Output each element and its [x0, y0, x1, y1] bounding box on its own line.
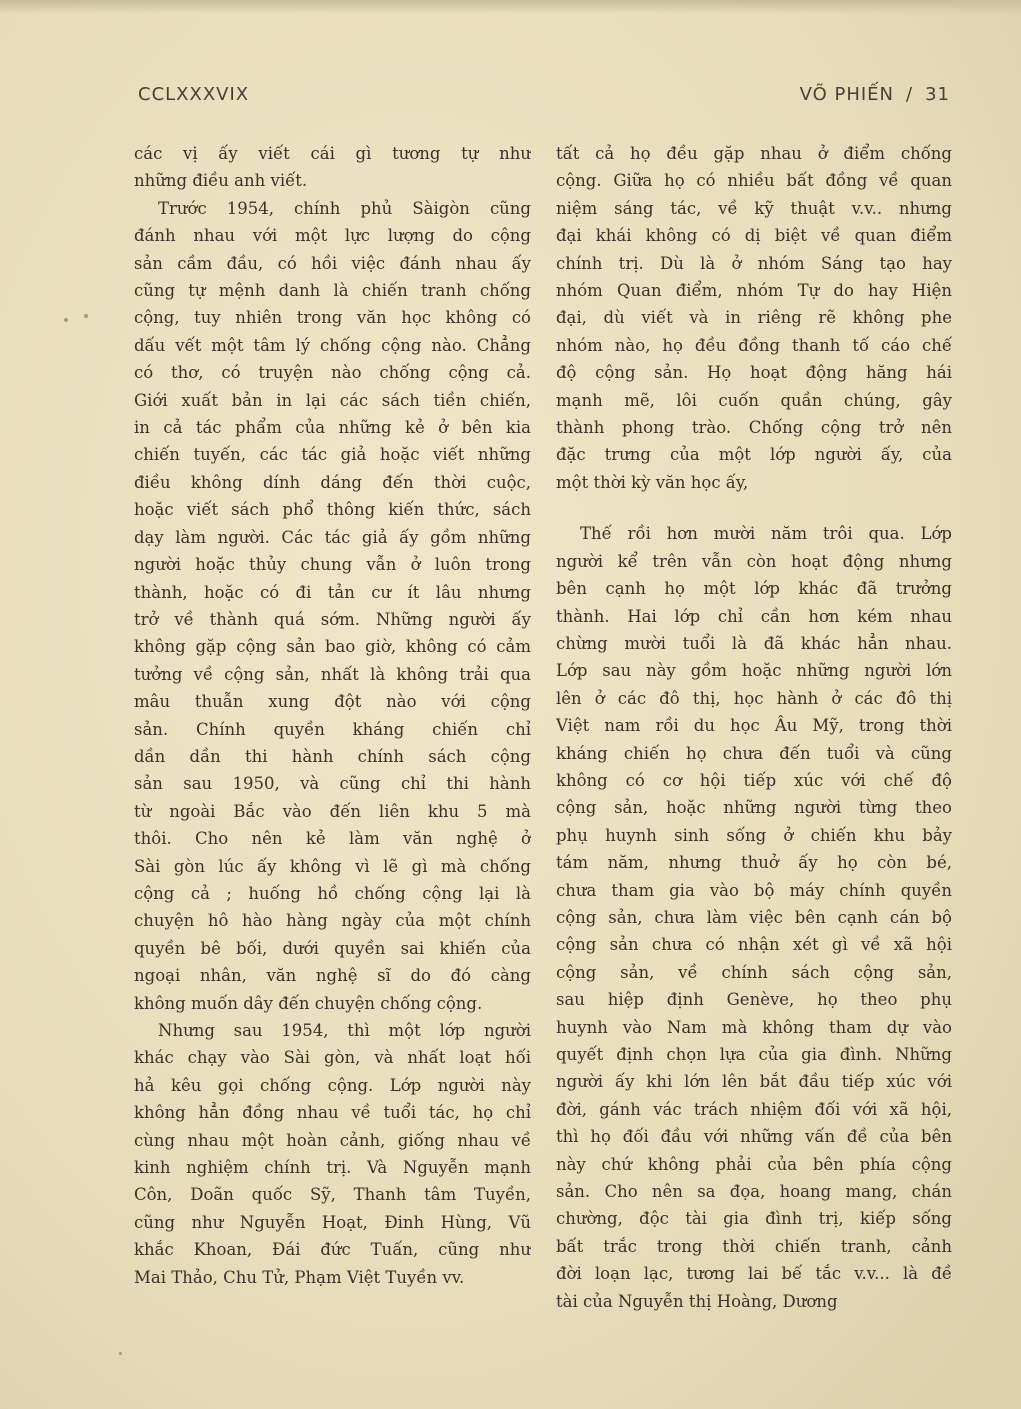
paragraph — [556, 520, 952, 1315]
text-line: cũng tự mệnh danh là chiến tranh chống — [134, 281, 531, 301]
text-line: đại, dù viết và in riêng rẽ không phe — [556, 308, 952, 328]
text-line: kinh nghiệm chính trị. Và Nguyễn mạnh — [134, 1158, 531, 1178]
paragraph — [556, 140, 952, 496]
text-line: Sài gòn lúc ấy không vì lẽ gì mà chống — [134, 856, 531, 876]
text-line: không hẳn đồng nhau về tuổi tác, họ chỉ — [134, 1103, 531, 1123]
text-line: Lớp sau này gồm hoặc những người lớn — [556, 661, 952, 681]
text-line: không gặp cộng sản bao giờ, không có cảm — [134, 637, 531, 657]
text-line: dấu vết một tâm lý chống cộng nào. Chẳng — [134, 335, 531, 355]
text-line: mạnh mẽ, lôi cuốn quần chúng, gây — [556, 390, 952, 410]
text-line: các vị ấy viết cái gì tương tự như — [134, 144, 531, 163]
text-line: thành phong trào. Chống cộng trở nên — [556, 418, 952, 438]
text-line: tưởng về cộng sản, nhất là không trải qua — [134, 664, 531, 684]
text-line: nhóm nào, họ đều đồng thanh tố cáo chế — [556, 335, 952, 355]
page-number: 31 — [925, 84, 950, 105]
text-line: dạy làm người. Các tác giả ấy gồm những — [134, 527, 531, 547]
paper-speck — [64, 318, 68, 322]
text-line: sau hiệp định Genève, họ theo phụ — [556, 990, 952, 1010]
text-line: Giới xuất bản in lại các sách tiền chiến, — [134, 390, 531, 410]
running-header — [138, 84, 950, 114]
text-line: Nhưng sau 1954, thì một lớp người — [158, 1021, 531, 1040]
text-line: Côn, Doãn quốc Sỹ, Thanh tâm Tuyền, — [134, 1185, 531, 1205]
text-line: cộng sản, hoặc những người từng theo — [556, 798, 952, 818]
text-line: tài của Nguyễn thị Hoàng, Dương — [556, 1291, 838, 1311]
text-line: cũng như Nguyễn Hoạt, Đinh Hùng, Vũ — [134, 1212, 531, 1232]
text-line: hả kêu gọi chống cộng. Lớp người này — [134, 1075, 531, 1095]
text-line: quyết định chọn lựa của gia đình. Những — [556, 1045, 952, 1064]
text-line: sản sau 1950, và cũng chỉ thi hành — [134, 774, 531, 794]
text-line: bất trắc trong thời chiến tranh, cảnh — [556, 1236, 952, 1256]
paragraph — [134, 140, 531, 195]
text-line: đời loạn lạc, tương lai bế tắc v.v... là đề — [556, 1264, 952, 1284]
text-line: chường, độc tài gia đình trị, kiếp sống — [556, 1209, 952, 1229]
text-line: đánh nhau với một lực lượng do cộng — [134, 226, 531, 246]
text-line: dần dần thi hành chính sách cộng — [134, 746, 531, 766]
text-line: lên ở các đô thị, học hành ở các đô thị — [556, 688, 952, 708]
text-line: người kể trên vẫn còn hoạt động nhưng — [556, 551, 952, 571]
text-line: điều không dính dáng đến thời cuộc, — [134, 472, 531, 492]
text-line: sản cầm đầu, có hồi việc đánh nhau ấy — [134, 253, 531, 273]
text-line: khác chạy vào Sài gòn, và nhất loạt hối — [134, 1048, 531, 1068]
left-text-column — [134, 140, 531, 1291]
text-line: chính trị. Dù là ở nhóm Sáng tạo hay — [556, 253, 952, 273]
text-line: Mai Thảo, Chu Tử, Phạm Việt Tuyền vv. — [134, 1267, 465, 1287]
text-line: thành, hoặc có đi tản cư ít lâu nhưng — [134, 582, 531, 602]
text-line: đại khái không có dị biệt về quan điểm — [556, 226, 952, 246]
text-line: phụ huynh sinh sống ở chiến khu bảy — [556, 825, 952, 845]
text-line: quyền bê bối, dưới quyền sai khiến của — [134, 938, 531, 958]
text-line: người hoặc thủy chung vẫn ở luôn trong — [134, 555, 531, 575]
text-line: không có cơ hội tiếp xúc với chế độ — [556, 770, 952, 790]
text-line: thành. Hai lớp chỉ cần hơn kém nhau — [556, 606, 952, 626]
text-line: từ ngoài Bắc vào đến liên khu 5 mà — [134, 801, 531, 821]
text-line: chuyện hô hào hàng ngày của một chính — [134, 911, 531, 931]
text-line: huynh vào Nam mà không tham dự vào — [556, 1017, 952, 1037]
text-line: cộng sản chưa có nhận xét gì về xã hội — [556, 935, 952, 955]
text-line: Trước 1954, chính phủ Sàigòn cũng — [158, 198, 531, 218]
text-line: cộng, tuy nhiên trong văn học không có — [134, 308, 531, 328]
text-line: độ cộng sản. Họ hoạt động hăng hái — [556, 363, 952, 383]
right-text-column — [556, 140, 952, 1315]
text-line: một thời kỳ văn học ấy, — [556, 472, 749, 492]
text-line: Việt nam rồi du học Âu Mỹ, trong thời — [556, 716, 952, 736]
text-line: đặc trưng của một lớp người ấy, của — [556, 445, 952, 465]
issue-number: CCLXXXVIX — [138, 84, 250, 105]
text-line: tám năm, nhưng thuở ấy họ còn bé, — [556, 853, 952, 873]
text-line: kháng chiến họ chưa đến tuổi và cũng — [556, 743, 952, 763]
text-line: những điều anh viết. — [134, 171, 308, 191]
paper-speck — [84, 314, 88, 318]
text-line: in cả tác phẩm của những kẻ ở bên kia — [134, 418, 531, 438]
text-line: cộng sản, chưa làm việc bên cạnh cán bộ — [556, 907, 952, 927]
text-line: khắc Khoan, Đái đức Tuấn, cũng như — [134, 1240, 531, 1260]
text-line: mâu thuẫn xung đột nào với cộng — [134, 692, 531, 712]
paragraph — [134, 1017, 531, 1291]
text-line: thôi. Cho nên kẻ làm văn nghệ ở — [134, 829, 531, 849]
paragraph — [134, 195, 531, 1017]
text-line: bên cạnh họ một lớp khác đã trưởng — [556, 579, 952, 599]
text-line: có thơ, có truyện nào chống cộng cả. — [134, 363, 531, 383]
text-line: hoặc viết sách phổ thông kiến thức, sách — [134, 500, 531, 520]
text-line: cùng nhau một hoàn cảnh, giống nhau về — [134, 1130, 531, 1150]
text-line: ngoại nhân, văn nghệ sĩ do đó càng — [134, 966, 531, 986]
text-line: nhóm Quan điểm, nhóm Tự do hay Hiện — [556, 281, 952, 301]
text-line: không muốn dây đến chuyện chống cộng. — [134, 993, 483, 1013]
text-line: cộng. Giữa họ có nhiều bất đồng về quan — [556, 171, 952, 191]
author-page-label — [800, 84, 950, 105]
author-name: VÕ PHIẾN — [799, 84, 895, 105]
text-line: trở về thành quá sớm. Những người ấy — [134, 609, 531, 629]
text-line: chưa tham gia vào bộ máy chính quyền — [556, 880, 952, 900]
text-line: Thế rồi hơn mười năm trôi qua. Lớp — [580, 524, 952, 544]
page-top-edge — [0, 0, 1021, 14]
text-line: tất cả họ đều gặp nhau ở điểm chống — [556, 144, 952, 163]
text-line: đời, gánh vác trách nhiệm đối với xã hội, — [556, 1099, 952, 1119]
header-separator: / — [906, 84, 914, 105]
text-line: thì họ đối đầu với những vấn đề của bên — [556, 1127, 952, 1147]
text-line: sản. Cho nên sa đọa, hoang mang, chán — [556, 1182, 952, 1202]
text-line: cộng sản, về chính sách cộng sản, — [556, 962, 952, 982]
text-line: chiến tuyến, các tác giả hoặc viết những — [134, 445, 531, 465]
text-line: chừng mười tuổi là đã khác hẳn nhau. — [556, 633, 952, 653]
paper-speck — [119, 1352, 122, 1355]
text-line: cộng cả ; huống hồ chống cộng lại là — [134, 883, 531, 903]
text-line: niệm sáng tác, về kỹ thuật v.v.. nhưng — [556, 198, 952, 218]
text-line: này chứ không phải của bên phía cộng — [556, 1154, 952, 1174]
text-line: sản. Chính quyền kháng chiến chỉ — [134, 719, 531, 739]
text-line: người ấy khi lớn lên bắt đầu tiếp xúc với — [556, 1072, 952, 1092]
